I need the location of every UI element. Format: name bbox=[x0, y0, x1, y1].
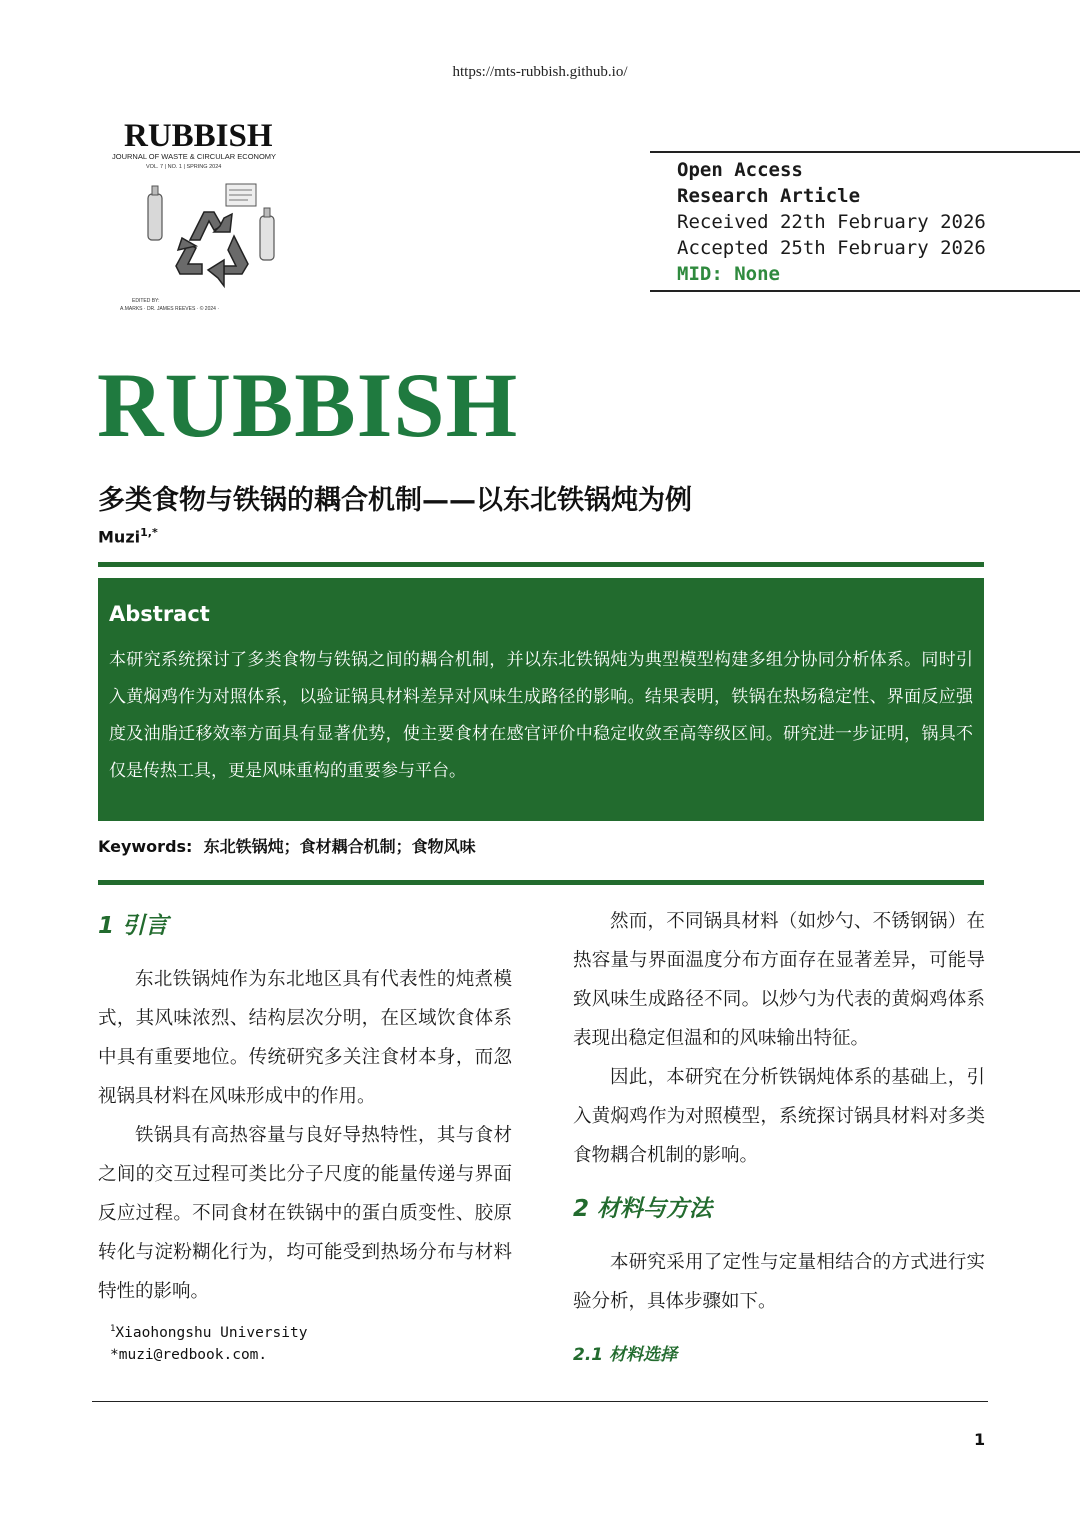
accepted-date: Accepted 25th February 2026 bbox=[677, 237, 986, 259]
keywords-text: 东北铁锅炖；食材耦合机制；食物风味 bbox=[203, 837, 476, 856]
journal-cover bbox=[110, 112, 300, 317]
journal-name: RUBBISH bbox=[97, 354, 519, 456]
open-access-label: Open Access bbox=[677, 159, 803, 181]
info-bottom-rule bbox=[650, 290, 1080, 292]
footnote-affiliation-text: Xiaohongshu University bbox=[115, 1324, 308, 1341]
abstract-text: 本研究系统探讨了多类食物与铁锅之间的耦合机制，并以东北铁锅炖为典型模型构建多组分协同分析体系。同时引入黄焖鸡作为对照体系，以验证锅具材料差异对风味生成路径的影响。结果表明，铁锅在热场稳定性、界面反应强度及油脂迁移效率方面具有显著优势，使主要食材在感官评价中稳定收敛至高等级区间。研究进一步证明，锅具不仅是传热工具，更是风味重构的重要参与平台。 bbox=[109, 650, 973, 781]
intro-paragraph-3: 然而，不同锅具材料（如炒勺、不锈钢锅）在热容量与界面温度分布方面存在显著差异，可能导致风味生成路径不同。以炒勺为代表的黄焖鸡体系表现出稳定但温和的风味输出特征。 bbox=[573, 911, 985, 1049]
footnote-affiliation bbox=[110, 1318, 307, 1344]
cover-subtitle: JOURNAL OF WASTE & CIRCULAR ECONOMY bbox=[112, 152, 277, 161]
cover-editors: A.MARKS · DR. JAMES REEVES · © 2024 · bbox=[120, 306, 219, 312]
recycle-icon bbox=[142, 174, 282, 294]
methods-paragraph: 本研究采用了定性与定量相结合的方式进行实验分析，具体步骤如下。 bbox=[573, 1252, 985, 1312]
keywords-label: Keywords: bbox=[98, 837, 193, 856]
cover-edited-by: EDITED BY: bbox=[132, 298, 160, 304]
right-column bbox=[573, 902, 985, 1175]
footnote-affiliation-mark: 1 bbox=[110, 1324, 116, 1334]
cover-title: RUBBISH bbox=[124, 118, 273, 154]
paper-title: 多类食物与铁锅的耦合机制——以东北铁锅炖为例 bbox=[98, 485, 692, 516]
abstract-heading: Abstract bbox=[109, 602, 210, 626]
body-divider bbox=[98, 880, 984, 885]
cover-volume: VOL. 7 | NO. 1 | SPRING 2024 bbox=[146, 164, 222, 170]
page-number: 1 bbox=[974, 1430, 986, 1449]
left-column bbox=[98, 960, 512, 1311]
intro-paragraph-4: 因此，本研究在分析铁锅炖体系的基础上，引入黄焖鸡作为对照模型，系统探讨锅具材料对多类食物耦合机制的影响。 bbox=[573, 1067, 985, 1166]
intro-paragraph-2: 铁锅具有高热容量与良好导热特性，其与食材之间的交互过程可类比分子尺度的能量传递与界面反应过程。不同食材在铁锅中的蛋白质变性、胶原转化与淀粉糊化行为，均可能受到热场分布与材料特性的影响。 bbox=[98, 1125, 512, 1302]
author-affiliation-mark: 1,* bbox=[140, 526, 158, 539]
journal-url[interactable]: https://mts-rubbish.github.io/ bbox=[452, 64, 628, 80]
section-1-heading: 1 引言 bbox=[98, 913, 169, 939]
received-date: Received 22th February 2026 bbox=[677, 211, 986, 233]
author-name: Muzi bbox=[98, 527, 141, 547]
article-info bbox=[677, 157, 986, 287]
author bbox=[98, 526, 158, 546]
article-type: Research Article bbox=[677, 185, 861, 207]
keywords bbox=[98, 834, 476, 857]
footer-rule bbox=[92, 1401, 988, 1402]
methods-text bbox=[573, 1243, 985, 1321]
footnote-email[interactable]: *muzi@redbook.com. bbox=[110, 1346, 268, 1363]
section-2-heading: 2 材料与方法 bbox=[573, 1196, 713, 1222]
mid-label: MID: None bbox=[677, 263, 780, 285]
section-2-1-heading: 2.1 材料选择 bbox=[573, 1345, 678, 1365]
footnote bbox=[110, 1318, 307, 1366]
abstract-box bbox=[98, 578, 984, 821]
intro-paragraph-1: 东北铁锅炖作为东北地区具有代表性的炖煮模式，其风味浓烈、结构层次分明，在区域饮食体系中具有重要地位。传统研究多关注食材本身，而忽视锅具材料在风味形成中的作用。 bbox=[98, 969, 512, 1107]
info-top-rule bbox=[650, 151, 1080, 153]
header-divider bbox=[98, 562, 984, 567]
